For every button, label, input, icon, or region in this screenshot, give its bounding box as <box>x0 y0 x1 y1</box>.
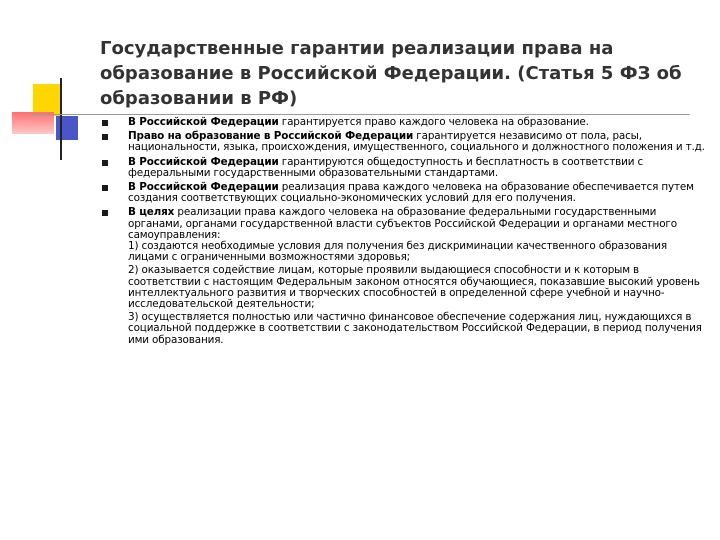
item-lead: В целях <box>128 206 175 219</box>
item-lead: В Российской Федерации <box>128 155 279 168</box>
item-text: реализация права каждого человека на образование обеспечивается путем создания соответствующих социально-экономических условий для его получения. <box>128 181 694 205</box>
square-bullet-icon <box>102 134 108 140</box>
sub-item: 2) оказывается содействие лицам, которые проявили выдающиеся способности и к которым в соответствии с настоящим Федеральным законом относятся обучающиеся, показавшие высокий уровень интеллектуального развития и творческих способностей в определенной сфере учебной и научно-исследовательской деятельности; <box>128 264 700 311</box>
list-item <box>100 117 705 128</box>
decorative-red-bar <box>12 112 54 134</box>
item-text: гарантируется независимо от пола, расы, национальности, языка, происхождения, имущественного, социального и должностного положения и т.д. <box>128 130 705 154</box>
list-item <box>100 182 705 204</box>
square-bullet-icon <box>102 210 108 216</box>
decorative-horizontal-line <box>30 114 690 115</box>
list-item <box>100 157 705 179</box>
item-lead: В Российской Федерации <box>128 181 279 194</box>
decorative-vertical-line <box>60 78 62 160</box>
item-text: гарантируются общедоступность и бесплатность в соответствии с федеральными государственными образовательными стандартами. <box>128 155 644 179</box>
slide-title: Государственные гарантии реализации права на образование в Российской Федерации. (Статья 5 ФЗ об образовании в РФ) <box>100 38 682 109</box>
bullet-list <box>100 117 705 349</box>
item-lead: Право на образование в Российской Федерации <box>128 130 414 143</box>
sub-item: 1) создаются необходимые условия для получения без дискриминации качественного образования лицами с ограниченными возможностями здоровья; <box>128 240 668 264</box>
item-text: реализации права каждого человека на образование федеральными государственными органами, органами государственной власти субъектов Российской Федерации и органами местного самоуправления: <box>128 206 677 241</box>
list-item <box>100 131 705 153</box>
item-text: гарантируется право каждого человека на образование. <box>278 116 589 128</box>
item-lead: В Российской Федерации <box>128 116 279 128</box>
square-bullet-icon <box>102 120 108 126</box>
square-bullet-icon <box>102 185 108 191</box>
list-item <box>100 207 705 345</box>
square-bullet-icon <box>102 160 108 166</box>
sub-item: 3) осуществляется полностью или частично финансовое обеспечение содержания лиц, нуждающихся в социальной поддержке в соответствии с законодательством Российской Федерации, в период получения ими образования. <box>128 311 702 346</box>
